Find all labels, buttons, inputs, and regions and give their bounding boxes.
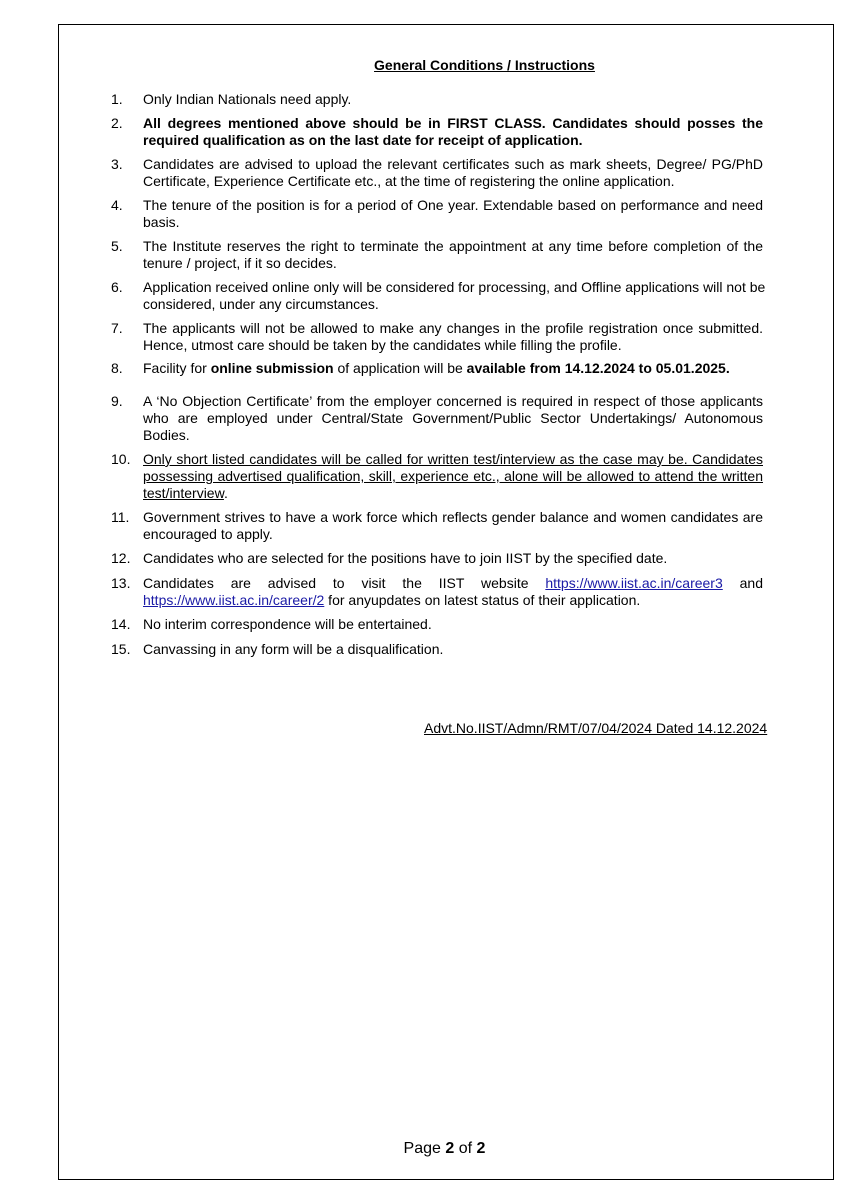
item-number: 7. — [111, 320, 123, 336]
item-text: The applicants will not be allowed to make any changes in the profile registration once submitted. Hence, utmost care should be taken by the candidates while filling the profile. — [143, 320, 763, 353]
item-text: Only short listed candidates will be called for written test/interview as the case may be. Candidates possessing advertised qualification, skill, experience etc., alone will be allowed to attend the written test/interview. — [143, 451, 763, 501]
item-text: Government strives to have a work force which reflects gender balance and women candidates are encouraged to apply. — [143, 509, 763, 542]
item-text: Facility for online submission of application will be available from 14.12.2024 to 05.01.2025. — [143, 360, 730, 376]
career2-link[interactable]: https://www.iist.ac.in/career/2 — [143, 592, 325, 608]
item-number: 3. — [111, 156, 123, 172]
item-number: 9. — [111, 393, 123, 409]
item-text: Candidates are advised to upload the relevant certificates such as mark sheets, Degree/ PG/PhD Certificate, Experience Certificate etc., at the time of registering the online application. — [143, 156, 763, 189]
item-number: 2. — [111, 115, 123, 131]
item-text: No interim correspondence will be entertained. — [143, 616, 432, 632]
item-number: 4. — [111, 197, 123, 213]
item-text: Only Indian Nationals need apply. — [143, 91, 352, 107]
item-text: All degrees mentioned above should be in FIRST CLASS. Candidates should posses the required qualification as on the last date for receipt of application. — [143, 115, 763, 148]
item-number: 12. — [111, 550, 131, 566]
item-number: 5. — [111, 238, 123, 254]
item-text: Candidates are advised to visit the IIST website https://www.iist.ac.in/career3 and https://www.iist.ac.in/career/2 for anyupdates on latest status of their application. — [143, 575, 763, 608]
item-text: The Institute reserves the right to terminate the appointment at any time before completion of the tenure / project, if it so decides. — [143, 238, 763, 271]
item-text: A ‘No Objection Certificate’ from the employer concerned is required in respect of those applicants who are employed under Central/State Government/Public Sector Undertakings/ Autonomous Bodies. — [143, 393, 763, 443]
item-number: 15. — [111, 641, 131, 657]
page-footer: Page 2 of 2 — [403, 1140, 486, 1157]
item-number: 1. — [111, 91, 123, 107]
item-number: 13. — [111, 575, 131, 591]
career3-link[interactable]: https://www.iist.ac.in/career3 — [545, 575, 723, 591]
item-text: Candidates who are selected for the positions have to join IIST by the specified date. — [143, 550, 668, 566]
page-title: General Conditions / Instructions — [374, 57, 595, 73]
advertisement-number: Advt.No.IIST/Admn/RMT/07/04/2024 Dated 14.12.2024 — [424, 720, 768, 736]
item-text: Application received online only will be considered for processing, and Offline applications will not be considered, under any circumstances. — [143, 279, 766, 312]
item-number: 8. — [111, 360, 123, 376]
item-text: The tenure of the position is for a period of One year. Extendable based on performance and need basis. — [143, 197, 763, 230]
item-text: Canvassing in any form will be a disqualification. — [143, 641, 444, 657]
item-number: 14. — [111, 616, 131, 632]
item-number: 11. — [111, 509, 130, 525]
item-number: 10. — [111, 451, 131, 467]
item-number: 6. — [111, 279, 123, 295]
